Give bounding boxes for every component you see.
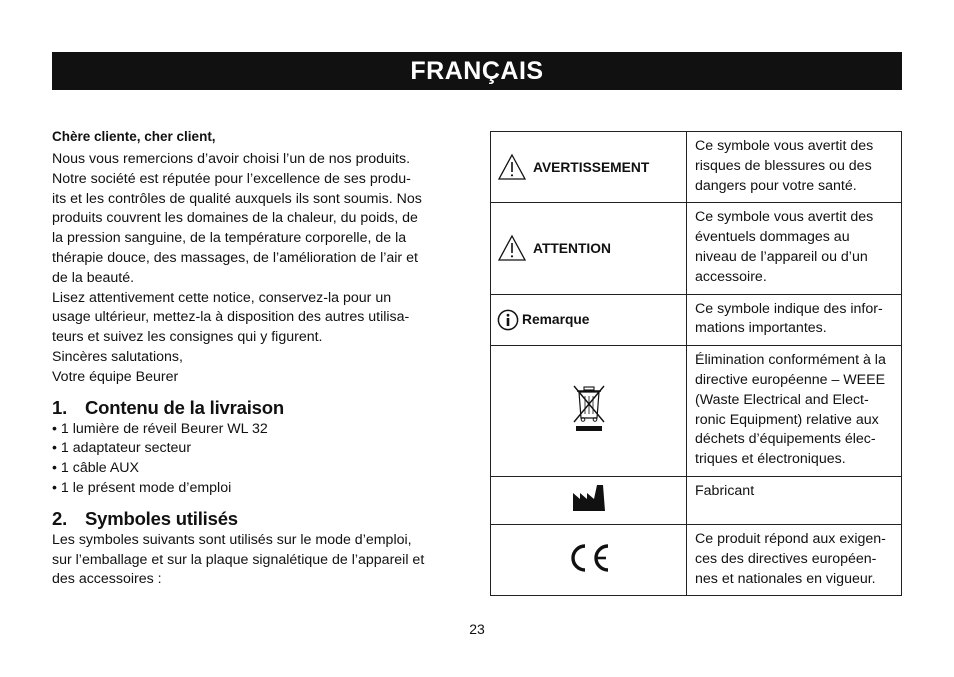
delivery-contents-list	[52, 420, 462, 499]
intro-paragraph	[52, 150, 462, 388]
weee-crossed-bin-icon	[571, 384, 607, 434]
description-line: risques de blessures ou des	[695, 157, 872, 174]
symbol-cell	[491, 476, 687, 524]
warning-triangle-icon	[497, 153, 527, 181]
list-item: • 1 câble AUX	[52, 460, 139, 477]
intro-line: teurs et suivez les consignes qui y figurent.	[52, 329, 323, 346]
table-row	[491, 524, 902, 595]
list-item: • 1 le présent mode d’emploi	[52, 479, 232, 496]
intro-line: Notre société est réputée pour l’excellence de ses produ-	[52, 170, 411, 187]
symbol-label: Remarque	[522, 312, 590, 328]
symbols-intro-line: sur l’emballage et sur la plaque signalétique de l’appareil et	[52, 551, 425, 568]
symbols-intro	[52, 531, 462, 590]
section-heading-symbols	[52, 507, 462, 531]
warning-triangle-icon	[497, 234, 527, 262]
symbol-cell	[491, 346, 687, 477]
symbol-description	[687, 294, 902, 346]
symbol-description	[687, 524, 902, 595]
symbol-cell	[491, 524, 687, 595]
description-line: Ce symbole indique des infor-	[695, 300, 883, 317]
intro-line: de la beauté.	[52, 269, 135, 286]
description-line: Ce symbole vous avertit des	[695, 138, 874, 154]
manufacturer-icon	[571, 483, 607, 513]
description-line: directive européenne – WEEE	[695, 371, 886, 388]
intro-line: Sincères salutations,	[52, 348, 183, 365]
description-line: mations importantes.	[695, 320, 827, 337]
section-title: Symboles utilisés	[85, 507, 238, 529]
symbol-label: ATTENTION	[533, 240, 611, 256]
table-row	[491, 294, 902, 346]
page-number: 23	[469, 621, 485, 637]
intro-line: Lisez attentivement cette notice, conservez-la pour un	[52, 289, 392, 306]
table-row	[491, 476, 902, 524]
list-item: • 1 adaptateur secteur	[52, 440, 192, 457]
section-title: Contenu de la livraison	[85, 396, 284, 418]
description-line: ronic Equipment) relative aux	[695, 411, 879, 428]
symbols-intro-line: des accessoires :	[52, 571, 162, 588]
intro-line: Votre équipe Beurer	[52, 368, 179, 385]
table-row	[491, 346, 902, 477]
symbol-cell	[491, 132, 687, 203]
description-line: niveau de l’appareil ou d’un	[695, 248, 868, 265]
section-heading-contents	[52, 396, 462, 420]
symbol-cell	[491, 294, 687, 346]
symbol-description	[687, 346, 902, 477]
symbol-description	[687, 132, 902, 203]
symbols-table	[490, 131, 902, 596]
intro-line: la pression sanguine, de la température corporelle, de la	[52, 230, 407, 247]
symbol-description	[687, 203, 902, 294]
left-column	[52, 128, 462, 590]
intro-line: produits couvrent les domaines de la chaleur, du poids, de	[52, 210, 418, 227]
ce-mark-icon	[566, 542, 612, 574]
language-banner: FRANÇAIS	[52, 52, 902, 90]
intro-line: Nous vous remercions d’avoir choisi l’un de nos produits.	[52, 151, 411, 167]
section-number: 1.	[52, 396, 68, 418]
table-row	[491, 132, 902, 203]
intro-line: its et les contrôles de qualité auxquels ils sont soumis. Nos	[52, 190, 422, 207]
description-line: dangers pour votre santé.	[695, 177, 857, 194]
description-line: nes et nationales en vigueur.	[695, 570, 876, 587]
description-line: (Waste Electrical and Elect-	[695, 391, 869, 408]
description-line: triques et électroniques.	[695, 451, 846, 468]
list-item: • 1 lumière de réveil Beurer WL 32	[52, 420, 268, 437]
intro-line: usage ultérieur, mettez-la à disposition des autres utilisa-	[52, 309, 410, 326]
description-line: accessoire.	[695, 268, 767, 285]
description-line: ces des directives européen-	[695, 550, 877, 567]
description-line: Fabricant	[695, 482, 755, 499]
description-line: Élimination conformément à la	[695, 352, 886, 369]
description-line: Ce symbole vous avertit des	[695, 209, 874, 226]
symbol-cell	[491, 203, 687, 294]
symbols-intro-line: Les symboles suivants sont utilisés sur le mode d’emploi,	[52, 531, 412, 548]
table-row	[491, 203, 902, 294]
description-line: Ce produit répond aux exigen-	[695, 530, 886, 547]
description-line: déchets d’équipements élec-	[695, 431, 876, 448]
intro-line: thérapie douce, des massages, de l’amélioration de l’air et	[52, 249, 418, 266]
symbol-description	[687, 476, 902, 524]
symbol-label: AVERTISSEMENT	[533, 159, 650, 175]
info-icon	[497, 309, 519, 331]
description-line: éventuels dommages au	[695, 229, 850, 246]
salutation: Chère cliente, cher client,	[52, 129, 216, 144]
section-number: 2.	[52, 507, 68, 529]
